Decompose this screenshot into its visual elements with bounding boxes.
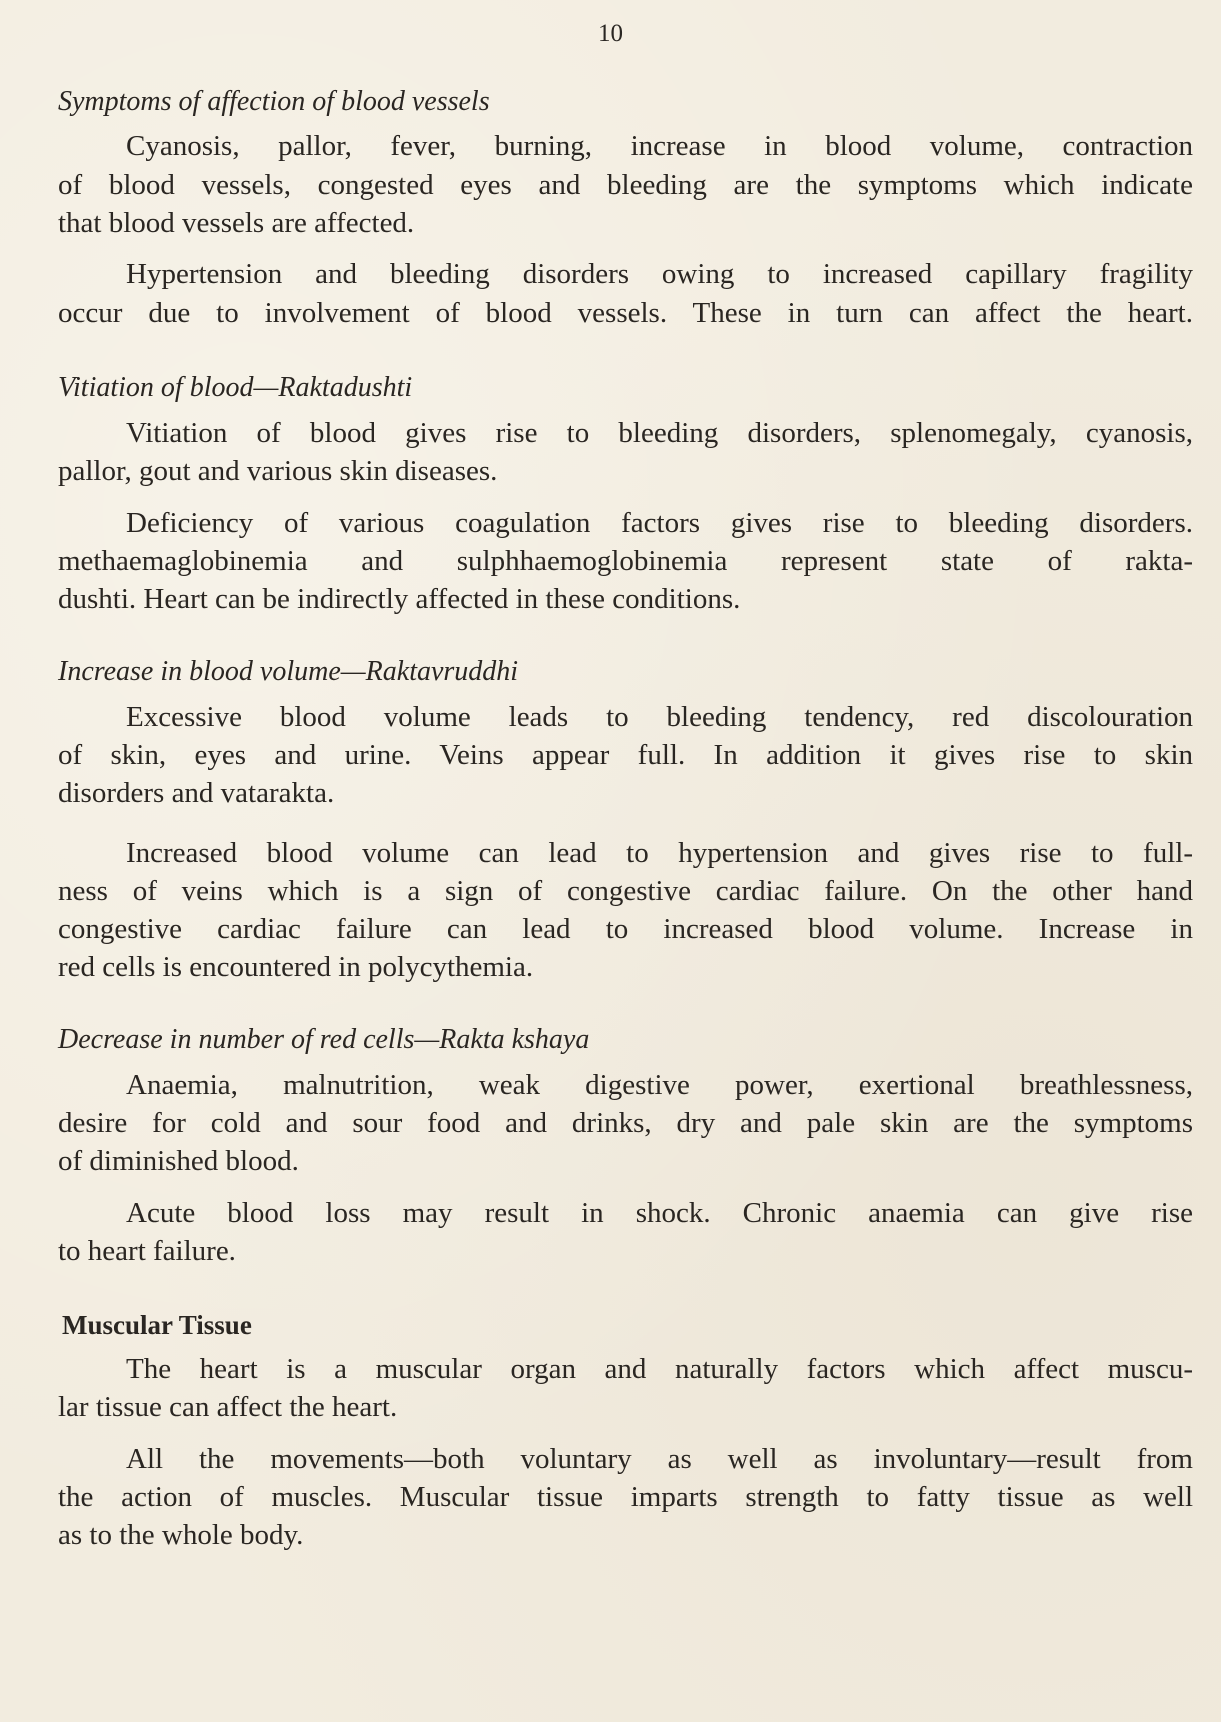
paragraph-line: pallor, gout and various skin diseases.	[58, 455, 498, 487]
paragraph-line: Hypertension and bleeding disorders owing to increased capillary fragility	[126, 258, 1193, 290]
paragraph-line: Acute blood loss may result in shock. Chronic anaemia can give rise	[126, 1197, 1193, 1229]
section-heading-rakta-kshaya: Decrease in number of red cells—Rakta kshaya	[58, 1024, 590, 1055]
section-heading-raktadushti: Vitiation of blood—Raktadushti	[58, 372, 413, 403]
paragraph-line: of blood vessels, congested eyes and bleeding are the symptoms which indicate	[58, 169, 1193, 201]
paragraph-line: Deficiency of various coagulation factors gives rise to bleeding disorders.	[126, 507, 1193, 539]
paragraph-line: occur due to involvement of blood vessels. These in turn can affect the heart.	[58, 297, 1193, 329]
paragraph-line: the action of muscles. Muscular tissue imparts strength to fatty tissue as well	[58, 1481, 1193, 1513]
paragraph-line: All the movements—both voluntary as well as involuntary—result from	[126, 1443, 1193, 1475]
paragraph-line: Excessive blood volume leads to bleeding tendency, red discolouration	[126, 701, 1193, 733]
paragraph-line: of diminished blood.	[58, 1145, 299, 1177]
paragraph-line: to heart failure.	[58, 1235, 236, 1267]
paragraph-line: disorders and vatarakta.	[58, 777, 335, 809]
section-heading-blood-vessels: Symptoms of affection of blood vessels	[58, 86, 490, 117]
paragraph-line: as to the whole body.	[58, 1519, 304, 1551]
paragraph-line: of skin, eyes and urine. Veins appear full. In addition it gives rise to skin	[58, 739, 1193, 771]
paragraph-line: Vitiation of blood gives rise to bleeding disorders, splenomegaly, cyanosis,	[126, 417, 1193, 449]
section-heading-muscular-tissue: Muscular Tissue	[62, 1310, 252, 1340]
paragraph-line: congestive cardiac failure can lead to increased blood volume. Increase in	[58, 913, 1193, 945]
paragraph-line: The heart is a muscular organ and naturally factors which affect muscu-	[126, 1353, 1193, 1385]
paragraph-line: Increased blood volume can lead to hypertension and gives rise to full-	[126, 837, 1193, 869]
paragraph-line: dushti. Heart can be indirectly affected in these conditions.	[58, 583, 741, 615]
paragraph-line: desire for cold and sour food and drinks, dry and pale skin are the symptoms	[58, 1107, 1193, 1139]
paragraph-line: methaemaglobinemia and sulphhaemoglobinemia represent state of rakta-	[58, 545, 1193, 577]
section-heading-raktavruddhi: Increase in blood volume—Raktavruddhi	[58, 656, 519, 687]
paragraph-line: Anaemia, malnutrition, weak digestive power, exertional breathlessness,	[126, 1069, 1193, 1101]
paragraph-line: Cyanosis, pallor, fever, burning, increase in blood volume, contraction	[126, 130, 1193, 162]
paragraph-line: lar tissue can affect the heart.	[58, 1391, 398, 1423]
page-number: 10	[598, 20, 623, 47]
paragraph-line: red cells is encountered in polycythemia.	[58, 951, 534, 983]
paragraph-line: ness of veins which is a sign of congestive cardiac failure. On the other hand	[58, 875, 1193, 907]
paragraph-line: that blood vessels are affected.	[58, 207, 415, 239]
